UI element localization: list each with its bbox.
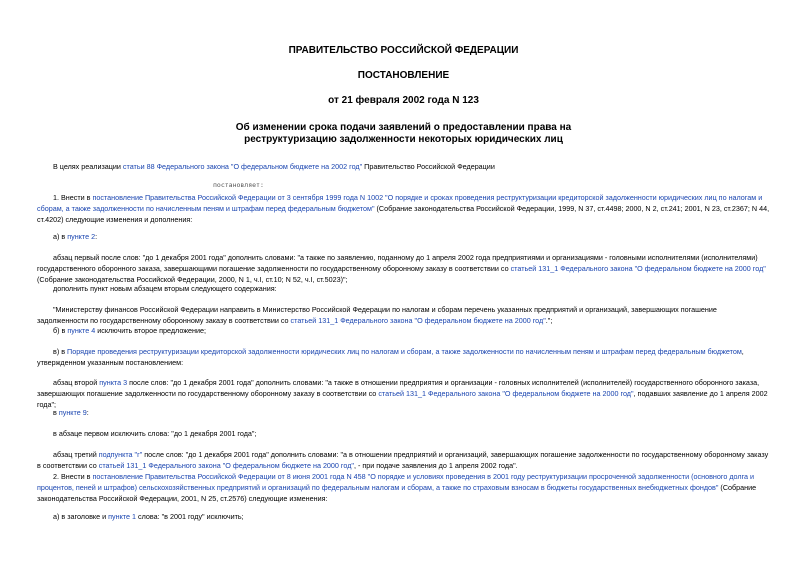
- paragraph-a-2: дополнить пункт новым абзацем вторым следующего содержания:: [53, 284, 277, 293]
- paragraph-2-a: [37, 511, 770, 522]
- link-point-3[interactable]: пункта 3: [99, 378, 128, 387]
- pa3-text: "Министерству финансов Российской Федерации направить в Министерство Российской Федерации по налогам и сборам перечень указанных предприятий и организаций, завершающих погашение задолженности по государственному оборонному заказу в соответствии со: [37, 305, 717, 325]
- pv2-text: в: [53, 408, 59, 417]
- paragraph-1: [37, 192, 770, 225]
- intro-text: В целях реализации: [53, 162, 123, 171]
- document-type: ПОСТАНОВЛЕНИЕ: [357, 70, 450, 81]
- paragraph-a: [37, 231, 770, 242]
- government-heading: ПРАВИТЕЛЬСТВО РОССИЙСКОЙ ФЕДЕРАЦИИ: [288, 45, 519, 56]
- pb-text-end: исключить второе предложение;: [95, 326, 207, 335]
- link-resolution-458[interactable]: постановление Правительства Российской Федерации от 8 июня 2001 года N 458 "О порядке и условиях проведения в 2001 году реструктуризации просроченной задолженности (основного долга и процентов, пеней и штрафов) сельскохозяйственных предприятий и организаций по федеральным налогам и сборам, а также по страховым взносам в бюджеты государственных внебюджетных фондов": [37, 472, 755, 492]
- link-restructuring-order[interactable]: Порядке проведения реструктуризации кредиторской задолженности юридических лиц по налогам и сборам, а также задолженности по начисленным пеням и штрафам перед федеральным бюджетом: [67, 347, 742, 356]
- pv1-text-end: , подавших заявление до 1 апреля 2002 года";: [37, 389, 768, 409]
- link-point-9[interactable]: пункте 9: [58, 408, 87, 417]
- paragraph-v-4: [37, 449, 770, 471]
- pv4-text-mid: после слов: "до 1 декабря 2001 года" дополнить словами: "а в отношении предприятий и организаций, завершающих погашение задолженности по государственному оборонному заказу в соответствии со: [37, 450, 769, 470]
- pa-text: а) в: [53, 232, 68, 241]
- p1-text-end: (Собрание законодательства Российской Федерации, 1999, N 37, ст.4498; 2000, N 2, ст.241; 2001, N 23, ст.2367; N 44, ст.4202) следующие изменения и дополнения:: [37, 204, 770, 224]
- pv-text-end: , утвержденном указанным постановлением:: [37, 347, 744, 367]
- paragraph-v: [37, 346, 770, 368]
- p2-text-end: (Собрание законодательства Российской Федерации, 2001, N 25, ст.2576) следующие изменения:: [37, 483, 757, 503]
- pv-text: в) в: [53, 347, 68, 356]
- pa-text-end: :: [95, 232, 98, 241]
- pa1-text-end: (Собрание законодательства Российской Федерации, 2000, N 1, ч.I, ст.10; N 52, ч.I, ст.5023)";: [37, 275, 348, 284]
- document-date: от 21 февраля 2002 года N 123: [328, 95, 479, 106]
- link-article-131-1[interactable]: статьей 131_1 Федерального закона "О федеральном бюджете на 2000 год": [510, 264, 766, 273]
- pv2-text-end: :: [86, 408, 89, 417]
- intro-text-end: Правительство Российской Федерации: [362, 162, 495, 171]
- document-title-line-2: реструктуризацию задолженности некоторых юридических лиц: [244, 134, 563, 145]
- paragraph-a-1: [37, 252, 770, 285]
- link-article-131-1[interactable]: статьей 131_1 Федерального закона "О федеральном бюджете на 2000 год": [378, 389, 634, 398]
- link-article-131-1[interactable]: статьей 131_1 Федерального закона "О федеральном бюджете на 2000 год": [98, 461, 354, 470]
- paragraph-v-1: [37, 377, 770, 410]
- pv4-text-end: , - при подаче заявления до 1 апреля 2002 года".: [353, 461, 518, 470]
- pa3-text-end: .";: [545, 316, 553, 325]
- paragraph-b: [37, 325, 770, 336]
- link-point-1[interactable]: пункте 1: [108, 512, 137, 521]
- link-resolution-1002[interactable]: постановление Правительства Российской Федерации от 3 сентября 1999 года N 1002 "О порядке и сроках проведения реструктуризации кредиторской задолженности юридических лиц по налогам и сборам, а также задолженности по начисленным пеням и штрафам перед федеральным бюджетом": [37, 193, 763, 213]
- p2a-text-end: слова: "в 2001 году" исключить;: [136, 512, 244, 521]
- link-point-2[interactable]: пункте 2: [67, 232, 96, 241]
- paragraph-v-2: [37, 407, 770, 418]
- paragraph-2: [37, 471, 770, 504]
- link-article-88[interactable]: статьи 88 Федерального закона "О федеральном бюджете на 2002 год": [122, 162, 363, 171]
- resolves-label: постановляет:: [213, 181, 264, 189]
- paragraph-a-3: [37, 304, 770, 326]
- paragraph-v-3: в абзаце первом исключить слова: "до 1 декабря 2001 года";: [53, 429, 257, 438]
- document-title-line-1: Об изменении срока подачи заявлений о предоставлении права на: [235, 122, 572, 133]
- pv1-text-mid: после слов: "до 1 декабря 2001 года" дополнить словами: "а также в отношении предприятия и организации - головных исполнителей (исполнителей) государственного оборонного заказа, завершающих погашение задолженности по государственному оборонному заказу в соответствии со: [37, 378, 760, 398]
- pv1-text: абзац второй: [53, 378, 100, 387]
- pa1-text: абзац первый после слов: "до 1 декабря 2001 года" дополнить словами: "а также по заявлению, поданному до 1 апреля 2002 года предприятиями и организациями - головными исполнителями (исполнителями) государственного оборонного заказа, завершающими погашение задолженности по государственному оборонному заказу в соответствии со: [37, 253, 758, 273]
- link-point-4[interactable]: пункте 4: [67, 326, 96, 335]
- link-subpoint-g[interactable]: подпункта "г": [98, 450, 143, 459]
- pv4-text: абзац третий: [53, 450, 99, 459]
- p1-text: 1. Внести в: [53, 193, 93, 202]
- pb-text: б) в: [53, 326, 68, 335]
- p2-text: 2. Внести в: [53, 472, 93, 481]
- link-article-131-1[interactable]: статьей 131_1 Федерального закона "О федеральном бюджете на 2000 год": [290, 316, 546, 325]
- p2a-text: а) в заголовке и: [53, 512, 109, 521]
- intro-paragraph: [37, 161, 770, 172]
